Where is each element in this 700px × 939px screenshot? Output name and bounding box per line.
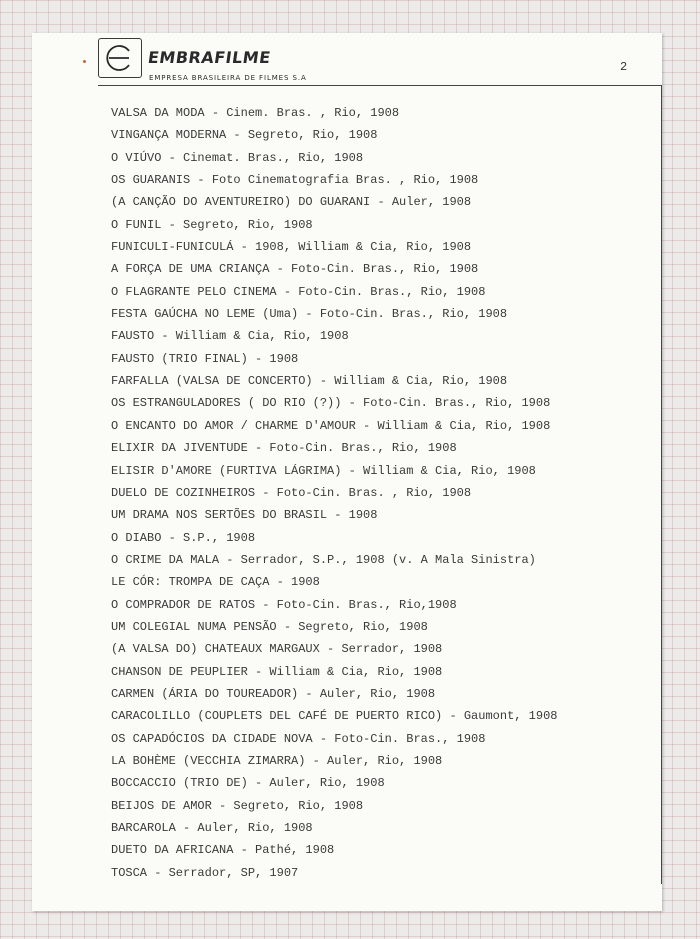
film-entry: FAUSTO - William & Cia, Rio, 1908 [111, 329, 349, 344]
film-entry: O FLAGRANTE PELO CINEMA - Foto-Cin. Bras., Rio, 1908 [111, 284, 486, 299]
film-entry: VALSA DA MODA - Cinem. Bras. , Rio, 1908 [111, 106, 400, 120]
film-entry: FAUSTO (TRIO FINAL) - 1908 [111, 351, 299, 366]
document-page [32, 33, 662, 911]
film-entry: VINGANÇA MODERNA - Segreto, Rio, 1908 [111, 128, 378, 143]
film-entry: (A CANÇÃO DO AVENTUREIRO) DO GUARANI - Auler, 1908 [111, 195, 472, 210]
film-entry: FUNICULI-FUNICULÁ - 1908, William & Cia, Rio, 1908 [111, 240, 472, 255]
page-number: 2 [620, 60, 628, 74]
film-entry: O ENCANTO DO AMOR / CHARME D'AMOUR - William & Cia, Rio, 1908 [111, 418, 551, 433]
film-entry: OS CAPADÓCIOS DA CIDADE NOVA - Foto-Cin. Bras., 1908 [111, 731, 486, 746]
film-entry: OS ESTRANGULADORES ( DO RIO (?)) - Foto-Cin. Bras., Rio, 1908 [111, 396, 551, 411]
film-entry: BEIJOS DE AMOR - Segreto, Rio, 1908 [111, 798, 364, 813]
film-entry: BARCAROLA - Auler, Rio, 1908 [111, 821, 313, 835]
film-entry: CARACOLILLO (COUPLETS DEL CAFÉ DE PUERTO RICO) - Gaumont, 1908 [111, 709, 558, 724]
film-entry: UM DRAMA NOS SERTÕES DO BRASIL - 1908 [111, 508, 378, 523]
film-entry: O FUNIL - Segreto, Rio, 1908 [111, 217, 313, 232]
brand-subtitle: EMPRESA BRASILEIRA DE FILMES S.A [149, 74, 307, 82]
film-entry: O VIÚVO - Cinemat. Bras., Rio, 1908 [111, 150, 364, 165]
embrafilme-e-logo-icon [98, 38, 142, 78]
film-entry: TOSCA - Serrador, SP, 1907 [111, 865, 299, 880]
film-entry: ELISIR D'AMORE (FURTIVA LÁGRIMA) - William & Cia, Rio, 1908 [111, 463, 536, 478]
film-entry: FESTA GAÚCHA NO LEME (Uma) - Foto-Cin. Bras., Rio, 1908 [111, 307, 508, 322]
film-entry: DUETO DA AFRICANA - Pathé, 1908 [111, 843, 335, 858]
film-entry: O DIABO - S.P., 1908 [111, 530, 256, 545]
film-entry: FARFALLA (VALSA DE CONCERTO) - William & Cia, Rio, 1908 [111, 374, 508, 389]
film-entry: (A VALSA DO) CHATEAUX MARGAUX - Serrador, 1908 [111, 642, 443, 657]
film-entry: CARMEN (ÁRIA DO TOUREADOR) - Auler, Rio, 1908 [111, 686, 436, 701]
film-list [111, 102, 557, 884]
film-entry: ELIXIR DA JIVENTUDE - Foto-Cin. Bras., Rio, 1908 [111, 441, 457, 456]
film-entry: UM COLEGIAL NUMA PENSÃO - Segreto, Rio, 1908 [111, 619, 428, 634]
film-entry: DUELO DE COZINHEIROS - Foto-Cin. Bras. , Rio, 1908 [111, 485, 472, 500]
film-entry: BOCCACCIO (TRIO DE) - Auler, Rio, 1908 [111, 776, 385, 791]
film-entry: O CRIME DA MALA - Serrador, S.P., 1908 (v. A Mala Sinistra) [111, 552, 536, 567]
film-entry: A FORÇA DE UMA CRIANÇA - Foto-Cin. Bras., Rio, 1908 [111, 262, 479, 277]
ink-dot [83, 60, 86, 63]
film-entry: OS GUARANIS - Foto Cinematografia Bras. , Rio, 1908 [111, 173, 479, 188]
film-entry: CHANSON DE PEUPLIER - William & Cia, Rio, 1908 [111, 664, 443, 679]
film-entry: LE CÓR: TROMPA DE CAÇA - 1908 [111, 575, 320, 590]
film-entry: O COMPRADOR DE RATOS - Foto-Cin. Bras., Rio,1908 [111, 597, 457, 612]
brand-name: EMBRAFILME [146, 48, 273, 67]
film-entry: LA BOHÈME (VECCHIA ZIMARRA) - Auler, Rio, 1908 [111, 753, 443, 768]
